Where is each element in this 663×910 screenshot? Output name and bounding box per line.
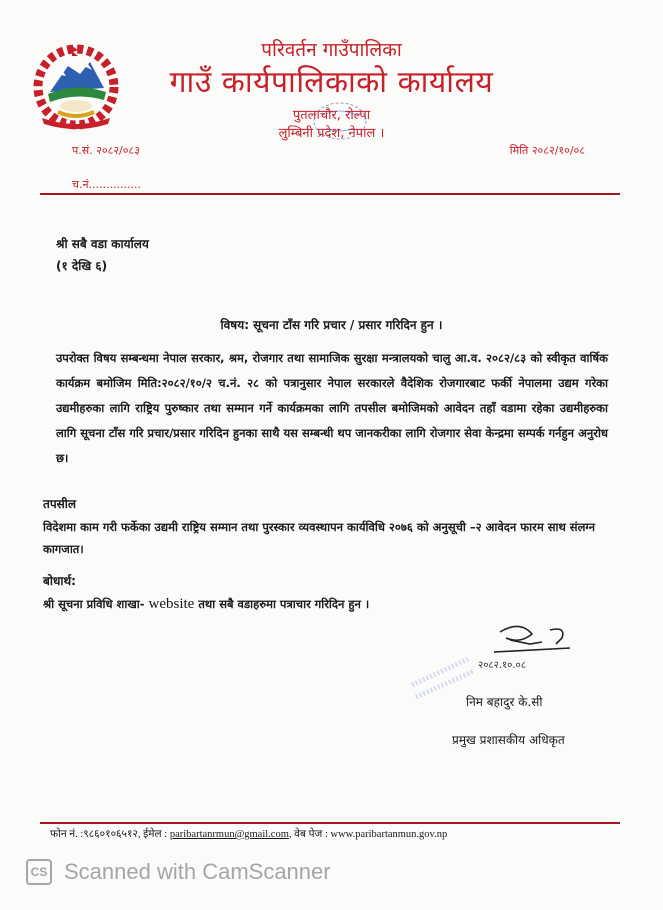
reference-number: प.सं. २०८२/०८३: [72, 144, 140, 157]
letter-date: मिति २०८२/१०/०८: [509, 144, 585, 157]
footer-divider: [40, 822, 620, 824]
office-name: गाउँ कार्यपालिकाको कार्यालय: [169, 65, 494, 100]
signatory-title: प्रमुख प्रशासकीय अधिकृत: [452, 733, 565, 747]
email-label: , ईमेल :: [137, 829, 170, 840]
body-paragraph: उपरोक्त विषय सम्बन्धमा नेपाल सरकार, श्रम, रोजगार तथा सामाजिक सुरक्षा मन्त्रालयको चालु आ.व. २०८२/८३ को स्वीकृत वार्षिक कार्यक्रम बमोजिम मिति:२०८२/१०/२ च.नं. २८ को पत्रानुसार नेपाल सरकारले वैदेशिक रोजगारबाट फर्की नेपालमा उद्यम गरेका उद्यमीहरुका लागि राष्ट्रिय पुरुष्कार तथा सम्मान गर्ने कार्यक्रमका लागि तपसील बमोजिमको आवेदन तहाँ वडामा रहेका उद्यमीहरुका लागि सूचना टाँस गरि प्रचार/प्रसार गरिदिन हुनका साथै यस सम्बन्धी थप जानकरीका लागि रोजगार सेवा केन्द्रमा सम्पर्क गर्नहुन अनुरोध छ।: [56, 351, 608, 465]
phone-label: फोन नं. :: [50, 829, 84, 840]
dispatch-number: च.नं...............: [72, 178, 142, 191]
info-website: website: [148, 596, 195, 612]
municipality-name: परिवर्तन गाउँपालिका: [261, 39, 402, 61]
phone-number: ९८६०१०६५१२: [83, 829, 138, 840]
signatory-name: निम बहादुर के.सी: [466, 695, 543, 709]
recipient-line-2: (१ देखि ६): [56, 259, 108, 273]
address-line-1: पुतलाचौर, रोल्पा: [292, 108, 371, 123]
subject-line: विषय: सूचना टाँस गरि प्रचार / प्रसार गरिदिन हुन ।: [220, 318, 443, 332]
web-label: , वेब पेज :: [288, 829, 331, 840]
signature-date: २०८२.१०.०८: [478, 660, 526, 671]
camscanner-logo-icon: CS: [26, 859, 52, 885]
info-heading: बोधार्थ:: [43, 574, 76, 588]
website-url: www.paribartanmun.gov.np: [330, 829, 448, 840]
details-text: विदेशमा काम गरी फर्केका उद्यमी राष्ट्रिय सम्मान तथा पुरस्कार व्यवस्थापन कार्यविधि २०७६ को अनुसूची –२ आवेदन फारम साथ संलग्न कागजात।: [43, 520, 595, 556]
office-seal-stamp-icon: [300, 100, 380, 142]
info-text: [43, 596, 369, 613]
info-prefix: श्री सूचना प्रविधि शाखा-: [43, 597, 149, 611]
info-suffix: तथा सबै वडाहरुमा पत्राचार गरिदिन हुन ।: [194, 597, 370, 611]
footer-contact: [50, 827, 447, 841]
email-link[interactable]: paribartanrmun@gmail.com: [169, 829, 289, 840]
details-heading: तपसील: [43, 497, 77, 511]
camscanner-watermark: [26, 859, 331, 885]
camscanner-text: Scanned with CamScanner: [64, 859, 331, 884]
header-divider: [40, 193, 620, 195]
address-line-2: लुम्बिनी प्रदेश, नेपाल ।: [278, 126, 385, 141]
recipient-line-1: श्री सबै वडा कार्यालय: [56, 237, 149, 251]
